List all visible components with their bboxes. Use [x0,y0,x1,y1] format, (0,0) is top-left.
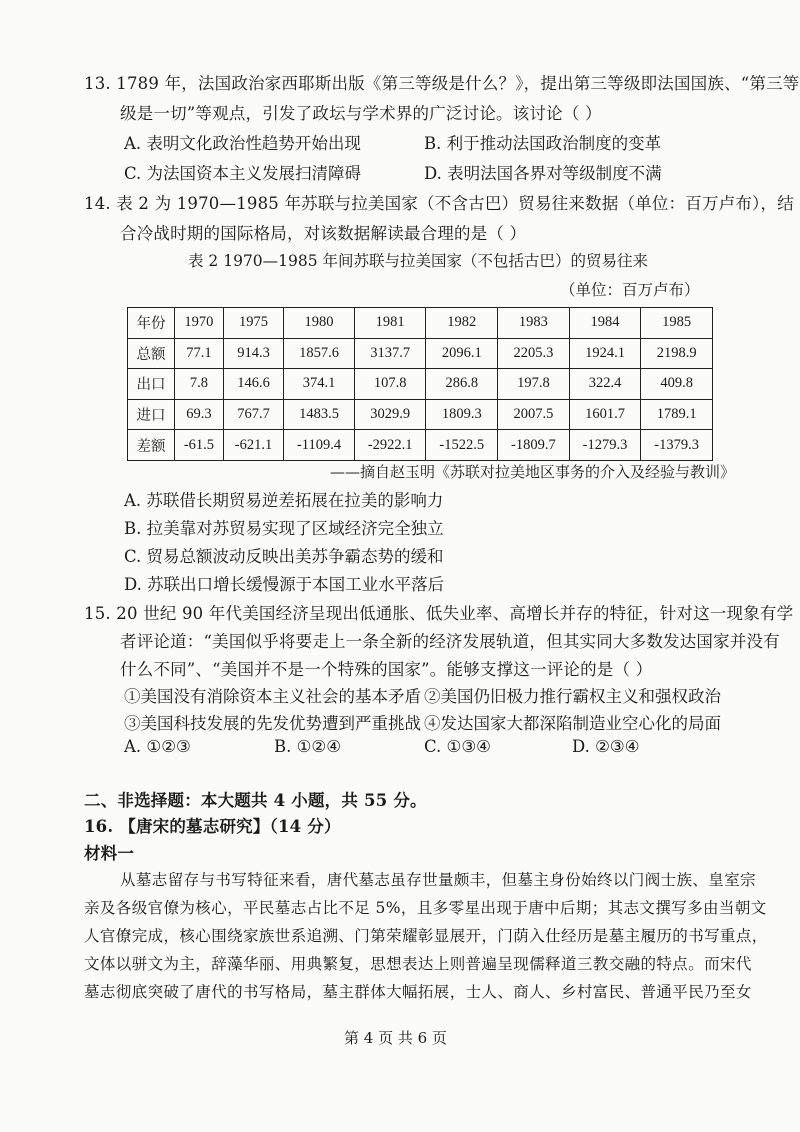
q13-option-c[interactable]: C. 为法国资本主义发展扫清障碍 [124,164,362,183]
table-cell: 出口 [128,369,175,400]
table-cell: 1483.5 [284,399,355,430]
q13-stem-line1: 13. 1789 年，法国政治家西耶斯出版《第三等级是什么？》，提出第三等级即法国国族、“第三等 [84,74,800,93]
table-cell: -621.1 [223,430,283,461]
table-row [128,430,713,461]
table-cell: 286.8 [426,369,498,400]
table-title: 表 2 1970—1985 年间苏联与拉美国家（不包括古巴）的贸易往来 [188,252,649,270]
table-cell: -1379.3 [641,430,713,461]
material-label: 材料一 [84,844,135,863]
table-cell: -1279.3 [569,430,641,461]
table-cell: 3029.9 [354,399,426,430]
q16-title: 16. 【唐宋的墓志研究】（14 分） [84,817,341,836]
q14-option-a[interactable]: A. 苏联借长期贸易逆差拓展在拉美的影响力 [124,491,444,510]
table-cell: 差额 [128,430,175,461]
table-cell: 1924.1 [569,338,641,369]
table-header-cell: 1981 [354,308,426,339]
table-cell: 409.8 [641,369,713,400]
table-header-cell: 1982 [426,308,498,339]
q15-statement-3: ③美国科技发展的先发优势遭到严重挑战 [124,714,421,733]
table-unit: （单位：百万卢布） [560,281,700,299]
table-cell: 1601.7 [569,399,641,430]
table-cell: 进口 [128,399,175,430]
table-cell: 197.8 [498,369,570,400]
q15-stem-line3: 什么不同”、“美国并不是一个特殊的国家”。能够支撑这一评论的是（ ） [120,660,653,679]
q15-statement-1: ①美国没有消除资本主义社会的基本矛盾 [124,687,421,706]
table-cell: -1522.5 [426,430,498,461]
q15-statement-4: ④发达国家大都深陷制造业空心化的局面 [424,714,721,733]
q14-option-c[interactable]: C. 贸易总额波动反映出美苏争霸态势的缓和 [124,547,444,566]
q14-option-b[interactable]: B. 拉美靠对苏贸易实现了区域经济完全独立 [124,519,444,538]
material-paragraph-line: 墓志彻底突破了唐代的书写格局，墓主群体大幅拓展，士人、商人、乡村富民、普通平民乃至女 [84,983,752,1001]
table-cell: 2007.5 [498,399,570,430]
page-number: 第 4 页 共 6 页 [344,1029,447,1047]
q15-option-c[interactable]: C. ①③④ [424,737,491,756]
table-cell: 2096.1 [426,338,498,369]
q14-option-d[interactable]: D. 苏联出口增长缓慢源于本国工业水平落后 [124,575,445,594]
table-header-cell: 1980 [284,308,355,339]
table-header-cell: 年份 [128,308,175,339]
table-cell: -61.5 [174,430,223,461]
q15-stem-line2: 者评论道：“美国似乎将要走上一条全新的经济发展轨道，但其实同大多数发达国家并没有 [120,632,780,651]
table-header-cell: 1983 [498,308,570,339]
table-cell: 767.7 [223,399,283,430]
table-header-cell: 1984 [569,308,641,339]
material-paragraph-line: 人官僚完成，核心围绕家族世系追溯、门第荣耀彰显展开，门荫入仕经历是墓主履历的书写重点， [84,927,768,945]
q15-option-a[interactable]: A. ①②③ [124,737,191,756]
q15-option-d[interactable]: D. ②③④ [572,737,640,756]
table-cell: 1809.3 [426,399,498,430]
table-cell: -1109.4 [284,430,355,461]
table-header-row [128,308,713,339]
table-cell: 322.4 [569,369,641,400]
q13-option-b[interactable]: B. 利于推动法国政治制度的变革 [424,134,662,153]
q13-stem-line2: 级是一切”等观点，引发了政坛与学术界的广泛讨论。该讨论（ ） [120,104,602,123]
table-cell: 69.3 [174,399,223,430]
table-cell: 914.3 [223,338,283,369]
table-cell: -2922.1 [354,430,426,461]
table-source: ——摘自赵玉明《苏联对拉美地区事务的介入及经验与教训》 [330,463,736,481]
table-cell: 2205.3 [498,338,570,369]
q13-option-d[interactable]: D. 表明法国各界对等级制度不满 [424,164,662,183]
table-cell: 77.1 [174,338,223,369]
material-paragraph-line: 文体以骈文为主，辞藻华丽、用典繁复，思想表达上则普遍呈现儒释道三教交融的特点。而宋代 [84,955,752,973]
trade-table [127,307,713,461]
table-row [128,369,713,400]
table-cell: 2198.9 [641,338,713,369]
table-cell: 374.1 [284,369,355,400]
table-cell: 146.6 [223,369,283,400]
q15-option-b[interactable]: B. ①②④ [274,737,341,756]
table-cell: 1789.1 [641,399,713,430]
q13-option-a[interactable]: A. 表明文化政治性趋势开始出现 [124,134,361,153]
material-paragraph-line: 从墓志留存与书写特征来看，唐代墓志虽存世量颇丰，但墓主身份始终以门阀士族、皇室宗 [120,871,757,889]
table-cell: 总额 [128,338,175,369]
table-row [128,399,713,430]
material-paragraph-line: 亲及各级官僚为核心，平民墓志占比不足 5%，且多零星出现于唐中后期；其志文撰写多由当朝文 [84,899,767,917]
table-header-cell: 1985 [641,308,713,339]
table-cell: -1809.7 [498,430,570,461]
q15-stem-line1: 15. 20 世纪 90 年代美国经济呈现出低通胀、低失业率、高增长并存的特征，针对这一现象有学 [84,604,794,623]
table-cell: 107.8 [354,369,426,400]
table-row [128,338,713,369]
q15-statement-2: ②美国仍旧极力推行霸权主义和强权政治 [424,687,721,706]
table-cell: 3137.7 [354,338,426,369]
section-heading: 二、非选择题：本大题共 4 小题，共 55 分。 [84,791,427,810]
table-cell: 1857.6 [284,338,355,369]
table-cell: 7.8 [174,369,223,400]
table-header-cell: 1970 [174,308,223,339]
table-header-cell: 1975 [223,308,283,339]
q14-stem-line1: 14. 表 2 为 1970—1985 年苏联与拉美国家（不含古巴）贸易往来数据（单位：百万卢布），结 [84,194,794,213]
q14-stem-line2: 合冷战时期的国际格局，对该数据解读最合理的是（ ） [120,224,527,243]
